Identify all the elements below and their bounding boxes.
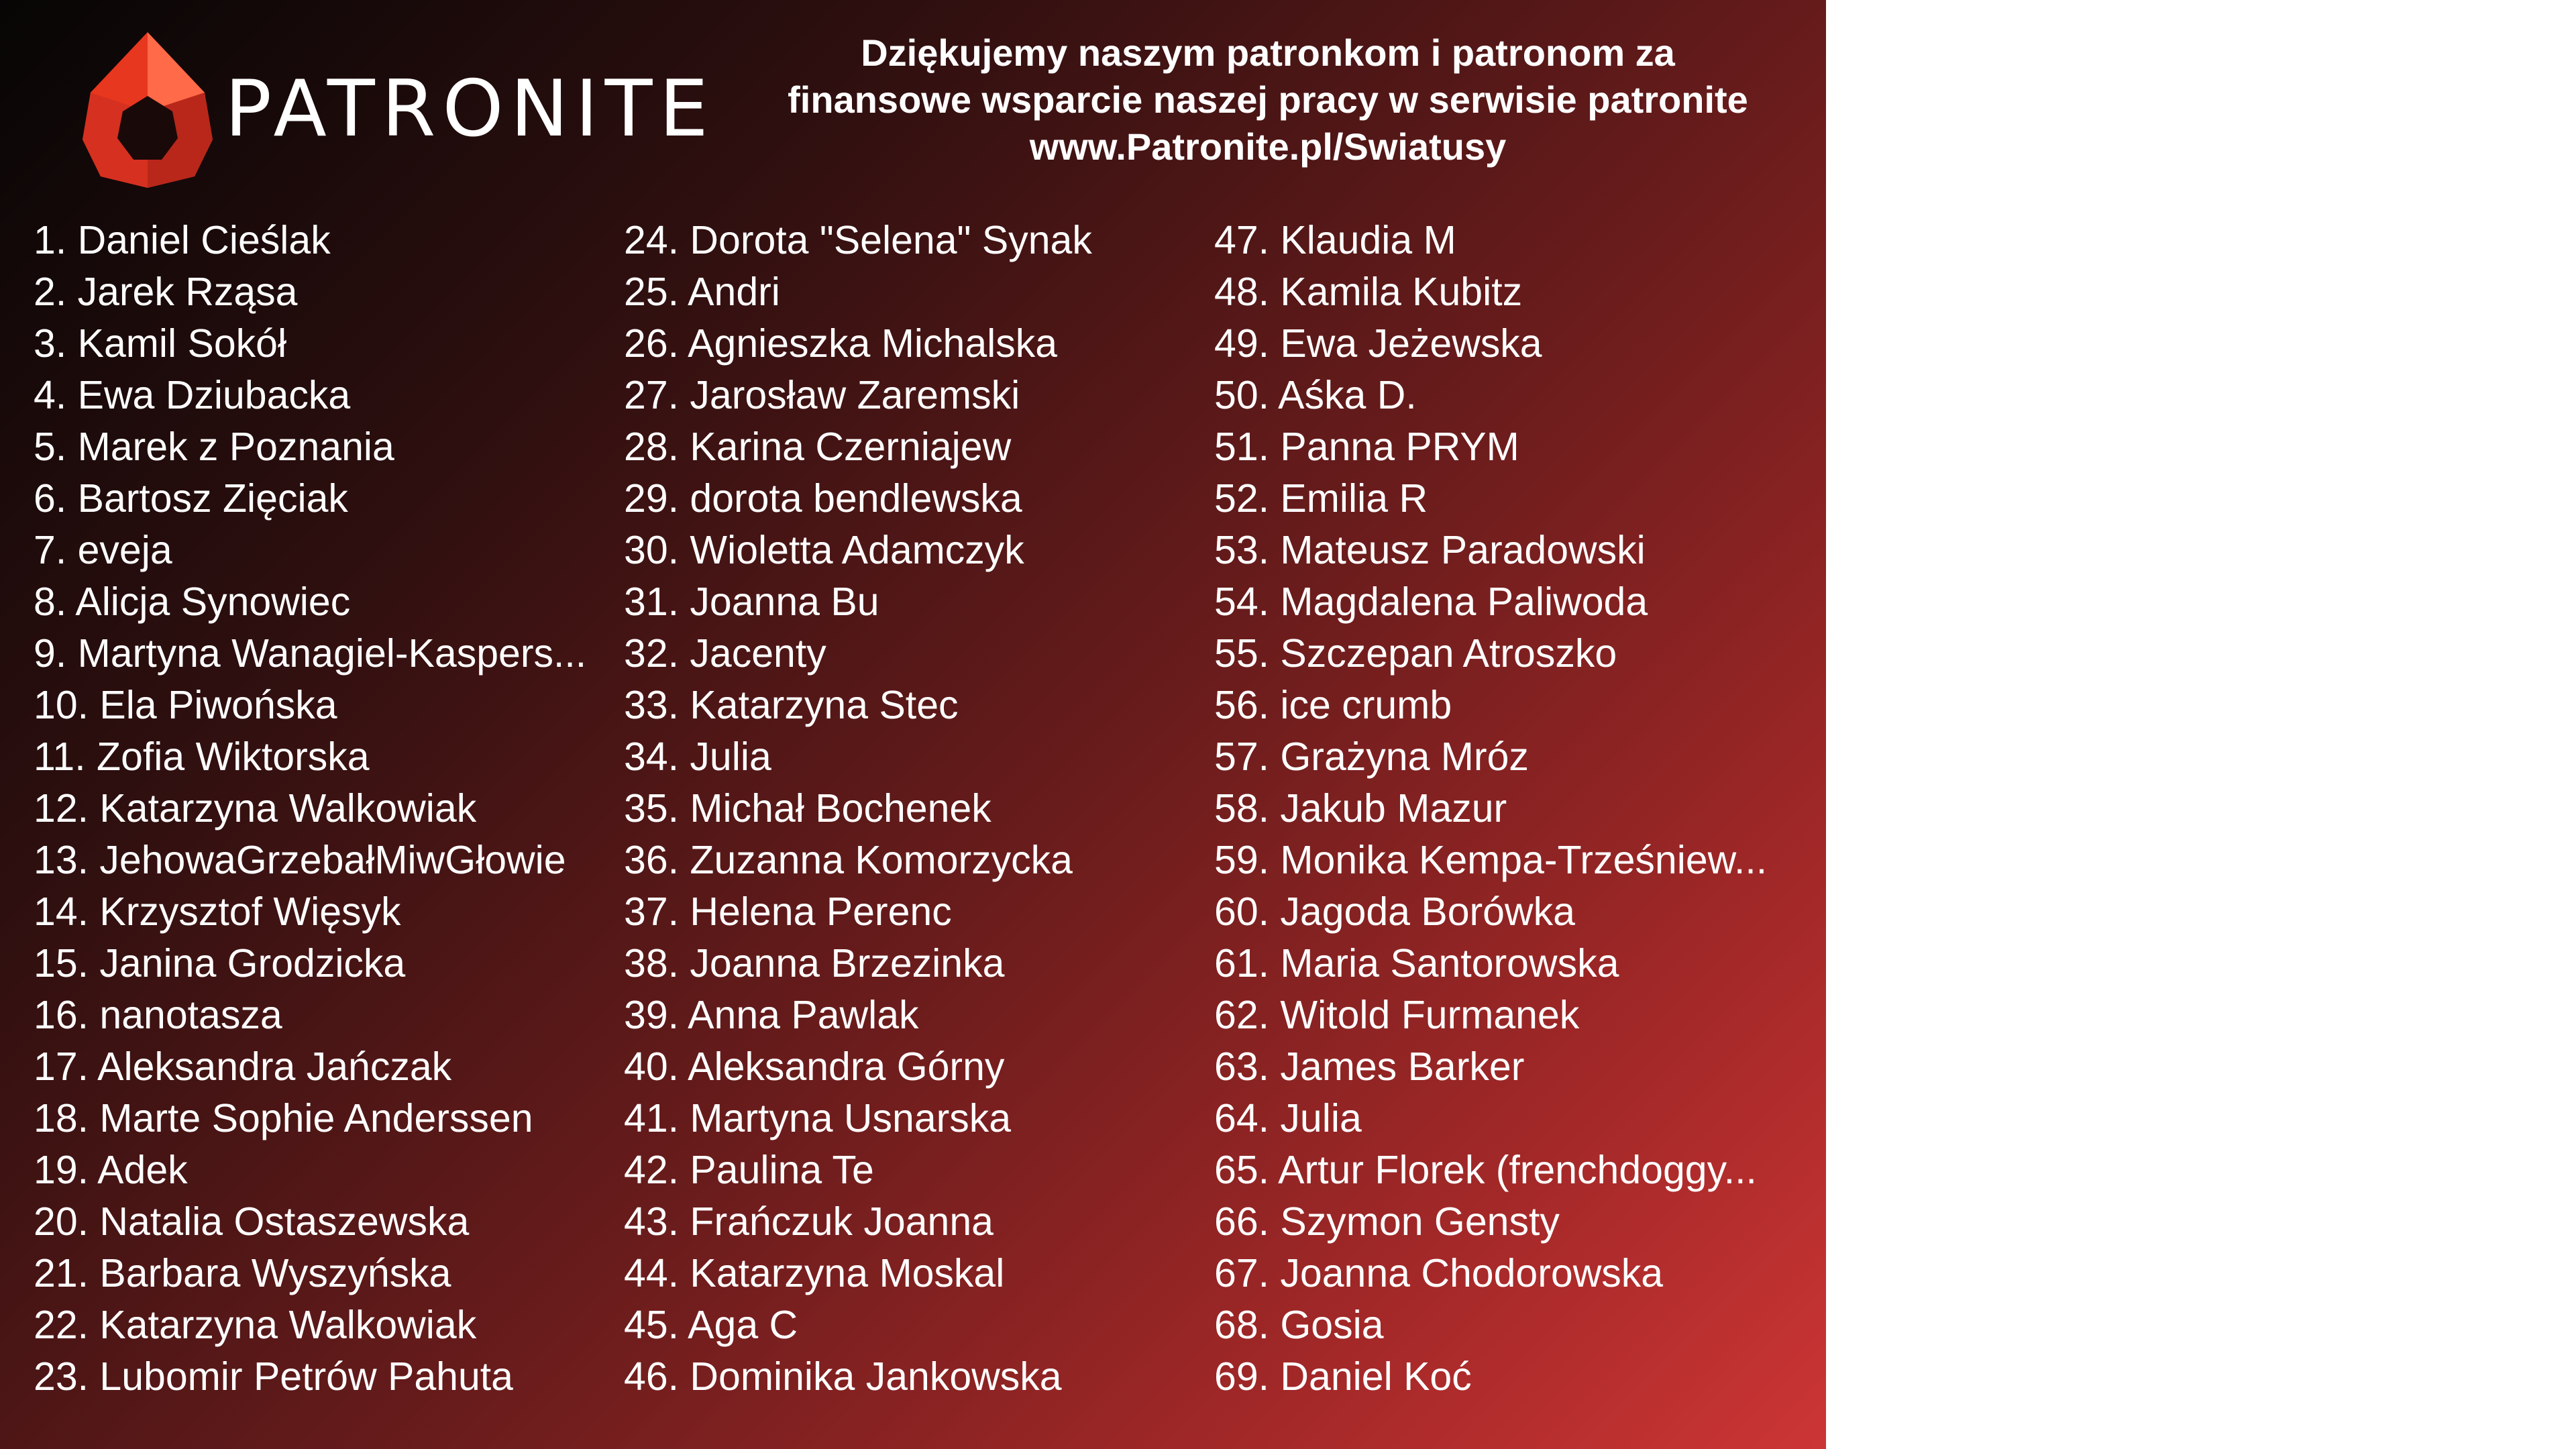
patron-list-item: 16. nanotasza	[34, 993, 282, 1037]
patron-list-item: 42. Paulina Te	[624, 1148, 874, 1192]
patron-list-item: 61. Maria Santorowska	[1214, 941, 1619, 985]
patron-list-column-2	[624, 215, 1214, 1403]
patron-list-item: 2. Jarek Rząsa	[34, 270, 298, 314]
patron-list-item: 49. Ewa Jeżewska	[1214, 321, 1542, 366]
patron-list-item: 45. Aga C	[624, 1303, 798, 1347]
patron-list-item: 32. Jacenty	[624, 631, 826, 676]
patron-list-item: 46. Dominika Jankowska	[624, 1354, 1062, 1399]
patron-list-item: 28. Karina Czerniajew	[624, 425, 1012, 469]
patron-list-item: 54. Magdalena Paliwoda	[1214, 580, 1648, 624]
patron-list-item: 40. Aleksandra Górny	[624, 1044, 1005, 1089]
patron-list-item: 50. Aśka D.	[1214, 373, 1417, 417]
patron-list-item: 39. Anna Pawlak	[624, 993, 919, 1037]
patron-list-column-1	[34, 215, 624, 1403]
patron-list-item: 31. Joanna Bu	[624, 580, 879, 624]
patron-list-column-3	[1214, 215, 1805, 1403]
patron-list-item: 36. Zuzanna Komorzycka	[624, 838, 1073, 882]
patron-list-item: 21. Barbara Wyszyńska	[34, 1251, 451, 1295]
header-line-2: finansowe wsparcie naszej pracy w serwisie patronite	[788, 78, 1748, 121]
header-line-1: Dziękujemy naszym patronkom i patronom za	[861, 32, 1675, 74]
patron-list-item: 13. JehowaGrzebałMiwGłowie	[34, 838, 566, 882]
patron-list-item: 51. Panna PRYM	[1214, 425, 1519, 469]
patron-list-item: 69. Daniel Koć	[1214, 1354, 1472, 1399]
patron-list-item: 30. Wioletta Adamczyk	[624, 528, 1024, 572]
patron-list-item: 66. Szymon Gensty	[1214, 1199, 1560, 1244]
patron-list-item: 47. Klaudia M	[1214, 218, 1456, 262]
patron-list-item: 59. Monika Kempa-Trześniew...	[1214, 838, 1768, 882]
patron-list-item: 5. Marek z Poznania	[34, 425, 394, 469]
patron-list-item: 9. Martyna Wanagiel-Kaspers...	[34, 631, 587, 676]
patron-list-item: 37. Helena Perenc	[624, 890, 952, 934]
patron-list-item: 43. Frańczuk Joanna	[624, 1199, 994, 1244]
patron-list-item: 52. Emilia R	[1214, 476, 1428, 521]
patron-list-item: 26. Agnieszka Michalska	[624, 321, 1058, 366]
patron-list-item: 56. ice crumb	[1214, 683, 1452, 727]
brand-name: PATRONITE	[225, 64, 715, 154]
patron-list-item: 17. Aleksandra Jańczak	[34, 1044, 452, 1089]
patron-list-item: 20. Natalia Ostaszewska	[34, 1199, 470, 1244]
patron-list-item: 8. Alicja Synowiec	[34, 580, 351, 624]
patronite-flame-logo-icon	[64, 32, 231, 188]
patron-list-item: 27. Jarosław Zaremski	[624, 373, 1020, 417]
patron-list-item: 29. dorota bendlewska	[624, 476, 1022, 521]
patron-list-item: 12. Katarzyna Walkowiak	[34, 786, 477, 830]
patron-list-item: 34. Julia	[624, 735, 771, 779]
patron-list-item: 33. Katarzyna Stec	[624, 683, 959, 727]
patron-list-item: 1. Daniel Cieślak	[34, 218, 331, 262]
patron-list-item: 68. Gosia	[1214, 1303, 1384, 1347]
patron-list-item: 15. Janina Grodzicka	[34, 941, 406, 985]
patron-list-item: 4. Ewa Dziubacka	[34, 373, 351, 417]
patron-list-item: 6. Bartosz Zięciak	[34, 476, 348, 521]
patron-list-item: 64. Julia	[1214, 1096, 1362, 1140]
patron-list-item: 11. Zofia Wiktorska	[34, 735, 370, 779]
thank-you-header	[751, 30, 1784, 170]
patron-list-item: 24. Dorota "Selena" Synak	[624, 218, 1092, 262]
patron-list-item: 65. Artur Florek (frenchdoggy...	[1214, 1148, 1757, 1192]
patron-list-item: 60. Jagoda Borówka	[1214, 890, 1575, 934]
patron-list-item: 63. James Barker	[1214, 1044, 1525, 1089]
patron-list-item: 10. Ela Piwońska	[34, 683, 337, 727]
patron-list-item: 22. Katarzyna Walkowiak	[34, 1303, 477, 1347]
patron-list-item: 58. Jakub Mazur	[1214, 786, 1507, 830]
patron-list-item: 14. Krzysztof Więsyk	[34, 890, 401, 934]
patron-list-item: 57. Grażyna Mróz	[1214, 735, 1529, 779]
patron-list-item: 7. eveja	[34, 528, 172, 572]
patron-list-item: 55. Szczepan Atroszko	[1214, 631, 1617, 676]
patron-list-item: 35. Michał Bochenek	[624, 786, 991, 830]
patron-list-item: 18. Marte Sophie Anderssen	[34, 1096, 533, 1140]
patron-list-item: 25. Andri	[624, 270, 780, 314]
patron-list-item: 53. Mateusz Paradowski	[1214, 528, 1646, 572]
patron-list-item: 41. Martyna Usnarska	[624, 1096, 1012, 1140]
patron-list-item: 48. Kamila Kubitz	[1214, 270, 1523, 314]
patron-list-item: 19. Adek	[34, 1148, 188, 1192]
patron-list-item: 44. Katarzyna Moskal	[624, 1251, 1005, 1295]
patron-list-item: 67. Joanna Chodorowska	[1214, 1251, 1664, 1295]
patron-list-item: 23. Lubomir Petrów Pahuta	[34, 1354, 513, 1399]
header-url: www.Patronite.pl/Swiatusy	[1029, 125, 1507, 168]
patron-list-item: 38. Joanna Brzezinka	[624, 941, 1005, 985]
patron-list-item: 3. Kamil Sokół	[34, 321, 287, 366]
patron-list-item: 62. Witold Furmanek	[1214, 993, 1580, 1037]
